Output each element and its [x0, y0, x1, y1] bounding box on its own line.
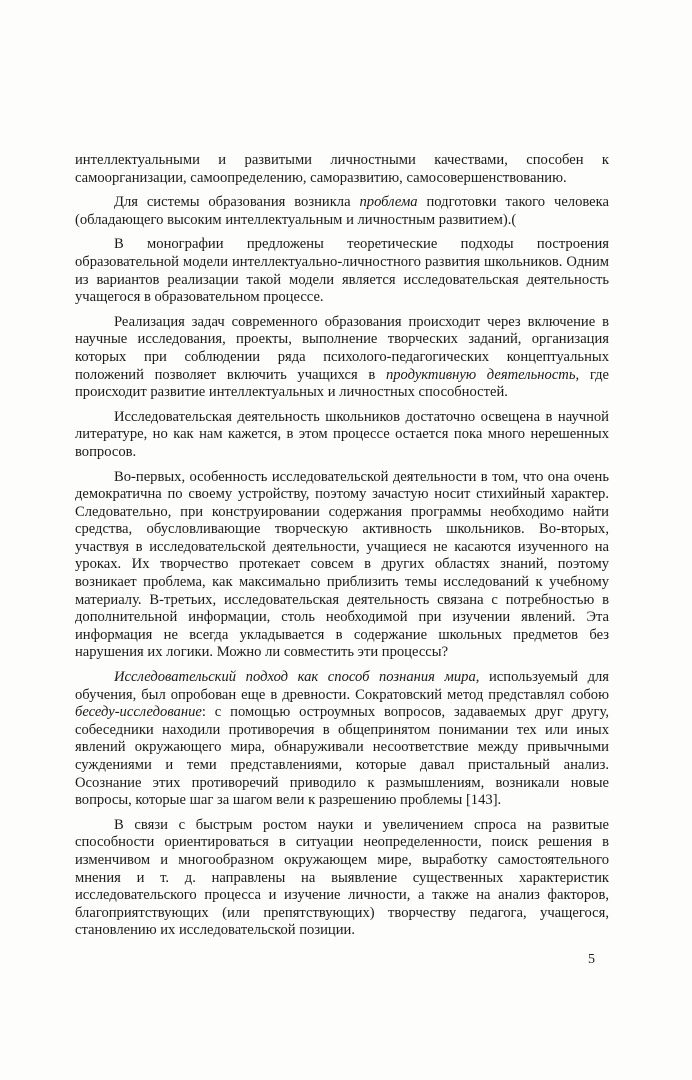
paragraph — [75, 409, 609, 462]
text-run: : с помощью остроумных вопросов, задаваемых друг другу, собеседники находили противоречия в общепринятом понимании тех или иных явлений окружающего мира, обнаруживали несоответствие между привычными суждениями и теми представлениями, которые давал пристальный анализ. Осознание этих противоречий приводило к размышлениям, возникали новые вопросы, которые шаг за шагом вели к разрешению проблемы [143]. — [75, 704, 609, 809]
italic-text: беседу-исследование — [75, 704, 202, 721]
text-run: интеллектуальными и развитыми личностными качествами, способен к самоорганизации, самоопределению, саморазвитию, самосовершенствованию. — [75, 152, 609, 186]
text-run: Во-первых, особенность исследовательской деятельности в том, что она очень демократична по своему устройству, поэтому зачастую носит стихийный характер. Следовательно, при конструировании содержания программы необходимо найти средства, обусловливающие творческую активность школьников. Во-вторых, участвуя в исследовательской деятельности, учащиеся не касаются изученного на уроках. Их творчество протекает совсем в других областях знаний, поэтому возникает проблема, как максимально приблизить темы исследований к учебному материалу. В-третьих, исследовательская деятельность связана с потребностью в дополнительной информации, столь необходимой при изучении явлений. Эта информация не всегда укладывается в содержание школьных предметов без нарушения их логики. Можно ли совместить эти процессы? — [75, 468, 609, 661]
paragraph — [75, 314, 609, 402]
italic-text: Исследовательский подход как способ познания мира, — [114, 669, 480, 686]
italic-text: проблема — [359, 194, 418, 211]
page-number: 5 — [588, 952, 595, 967]
italic-text: продуктивную деятельность — [385, 366, 576, 383]
text-run: Исследовательская деятельность школьников достаточно освещена в научной литературе, но как нам кажется, в этом процессе остается пока много нерешенных вопросов. — [75, 408, 609, 460]
text-run: используемый для обучения, был опробован еще в древности. Сократовский метод представлял собою — [75, 669, 610, 703]
text-run: подготовки такого человека (обладающего высоким интеллектуальным и личностным развитием).( — [75, 194, 609, 228]
paragraph — [75, 152, 609, 187]
paragraph — [75, 236, 609, 306]
text-run: Реализация задач современного образования происходит через включение в научные исследования, проекты, выполнение творческих заданий, организация которых при соблюдении ряда психолого-педагогических концептуальных положений позволяет включить учащихся в — [75, 313, 609, 383]
text-run: В связи с быстрым ростом науки и увеличением спроса на развитые способности ориентироваться в ситуации неопределенности, поиск решения в изменчивом и многообразном окружающем мире, выработку самостоятельного мнения и т. д. направлены на выявление существенных характеристик исследовательского процесса и изучение личности, а также на анализ факторов, благоприятствующих (или препятствующих) творчеству педагога, учащегося, становлению их исследовательской позиции. — [75, 816, 609, 939]
paragraph — [75, 194, 609, 229]
paragraph — [75, 817, 609, 940]
text-run: В монографии предложены теоретические подходы построения образовательной модели интеллектуально-личностного развития школьников. Одним из вариантов реализации такой модели является исследовательская деятельность учащегося в образовательном процессе. — [75, 236, 609, 306]
text-run: , где происходит развитие интеллектуальных и личностных способностей. — [75, 366, 609, 401]
text-run: Для системы образования возникла — [114, 194, 360, 211]
body-text — [75, 152, 609, 947]
paragraph — [75, 669, 609, 810]
paragraph — [75, 469, 609, 663]
